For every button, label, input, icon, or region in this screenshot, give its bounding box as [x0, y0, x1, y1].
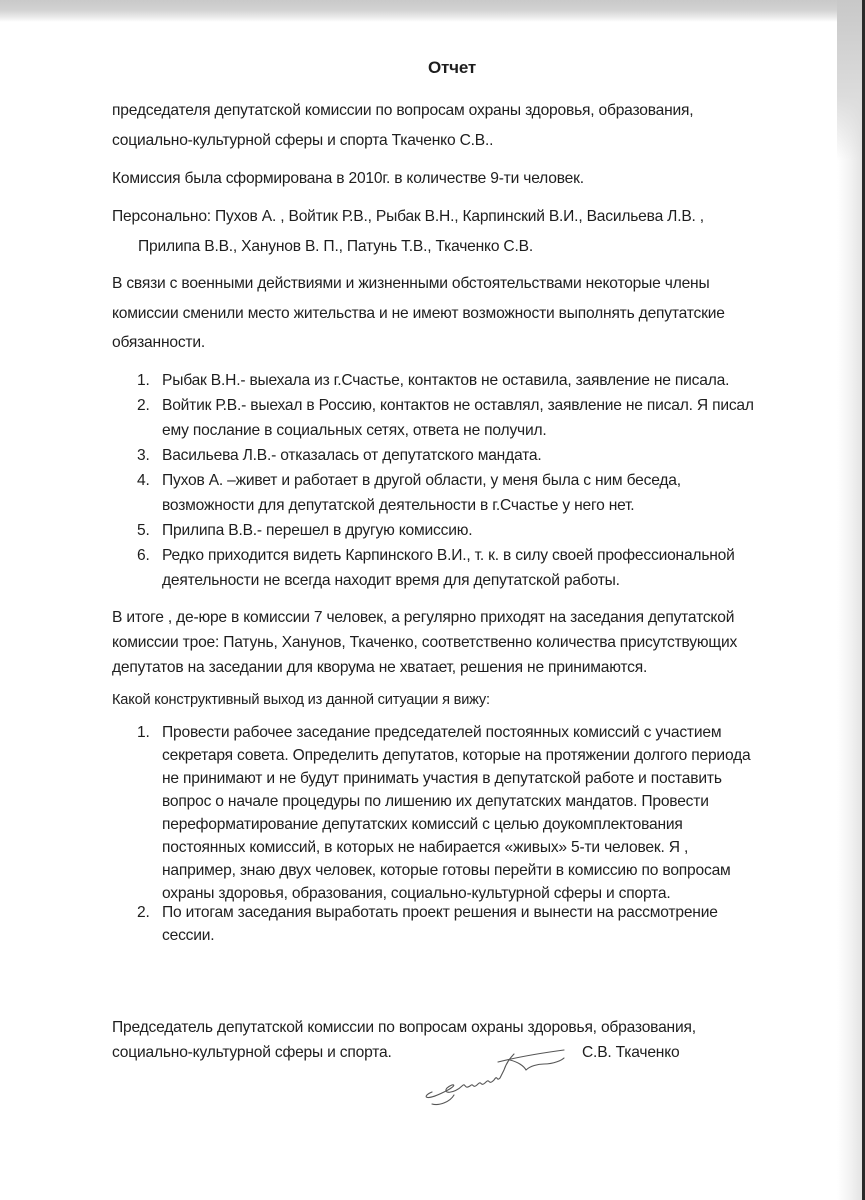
- context-line: комиссии сменили место жительства и не имеют возможности выполнять депутатские: [112, 305, 725, 322]
- intro-line: председателя депутатской комиссии по вопросам охраны здоровья, образования,: [112, 102, 694, 119]
- list-text: сессии.: [162, 927, 215, 944]
- list-number: 6.: [137, 547, 150, 564]
- list-number: 2.: [137, 904, 150, 921]
- handwritten-signature: [414, 1030, 594, 1110]
- list-number: 5.: [137, 522, 150, 539]
- scan-top-shadow: [0, 0, 865, 22]
- list-number: 1.: [137, 372, 150, 389]
- context-line: обязанности.: [112, 334, 206, 351]
- scan-right-corner-shadow: [837, 0, 862, 160]
- solution-intro: Какой конструктивный выход из данной ситуации я вижу:: [112, 692, 490, 708]
- list-number: 3.: [137, 447, 150, 464]
- list-text: переформатирование депутатских комиссий с целью доукомплектования: [162, 816, 683, 833]
- list-text: ему послание в социальных сетях, ответа не получил.: [162, 422, 547, 439]
- list-number: 2.: [137, 397, 150, 414]
- closing-position-line: социально-культурной сферы и спорта.: [112, 1044, 392, 1061]
- signature-stroke: [426, 1050, 564, 1105]
- context-line: В связи с военными действиями и жизненными обстоятельствами некоторые члены: [112, 275, 710, 292]
- list-text: деятельности не всегда находит время для депутатской работы.: [162, 572, 620, 589]
- summary-line: комиссии трое: Патунь, Ханунов, Ткаченко, соответственно количества присутствующих: [112, 634, 738, 651]
- list-text: Прилипа В.В.- перешел в другую комиссию.: [162, 522, 473, 539]
- signatory-name: С.В. Ткаченко: [582, 1044, 680, 1061]
- list-text: Рыбак В.Н.- выехала из г.Счастье, контактов не оставила, заявление не писала.: [162, 372, 730, 389]
- document-title: Отчет: [428, 58, 476, 77]
- list-text: вопрос о начале процедуры по лишению их депутатских мандатов. Провести: [162, 793, 709, 810]
- formation-paragraph: Комиссия была сформирована в 2010г. в количестве 9-ти человек.: [112, 170, 584, 187]
- list-text: например, знаю двух человек, которые готовы перейти в комиссию по вопросам: [162, 862, 731, 879]
- list-text: не принимают и не будут принимать участия в депутатской работе и поставить: [162, 770, 722, 787]
- summary-line: депутатов на заседании для кворума не хватает, решения не принимаются.: [112, 659, 648, 676]
- list-text: Войтик Р.В.- выехал в Россию, контактов не оставлял, заявление не писал. Я писал: [162, 397, 754, 414]
- scan-right-shadow: [837, 0, 862, 1200]
- list-number: 4.: [137, 472, 150, 489]
- list-text: По итогам заседания выработать проект решения и вынести на рассмотрение: [162, 904, 718, 921]
- summary-line: В итоге , де-юре в комиссии 7 человек, а регулярно приходят на заседания депутатской: [112, 609, 735, 626]
- list-text: Васильева Л.В.- отказалась от депутатского мандата.: [162, 447, 542, 464]
- list-text: возможности для депутатской деятельности в г.Счастье у него нет.: [162, 497, 635, 514]
- members-line: Прилипа В.В., Ханунов В. П., Патунь Т.В., Ткаченко С.В.: [138, 238, 533, 255]
- list-text: секретаря совета. Определить депутатов, которые на протяжении долгого периода: [162, 747, 751, 764]
- list-text: Пухов А. –живет и работает в другой области, у меня была с ним беседа,: [162, 472, 681, 489]
- closing-position-line: Председатель депутатской комиссии по вопросам охраны здоровья, образования,: [112, 1019, 696, 1036]
- list-number: 1.: [137, 724, 150, 741]
- list-text: охраны здоровья, образования, социально-культурной сферы и спорта.: [162, 885, 671, 902]
- list-text: постоянных комиссий, в которых не набирается «живых» 5-ти человек. Я ,: [162, 839, 689, 856]
- list-text: Провести рабочее заседание председателей постоянных комиссий с участием: [162, 724, 722, 741]
- intro-line: социально-культурной сферы и спорта Ткаченко С.В..: [112, 132, 494, 149]
- list-text: Редко приходится видеть Карпинского В.И., т. к. в силу своей профессиональной: [162, 547, 735, 564]
- members-line: Персонально: Пухов А. , Войтик Р.В., Рыбак В.Н., Карпинский В.И., Васильева Л.В. ,: [112, 208, 704, 225]
